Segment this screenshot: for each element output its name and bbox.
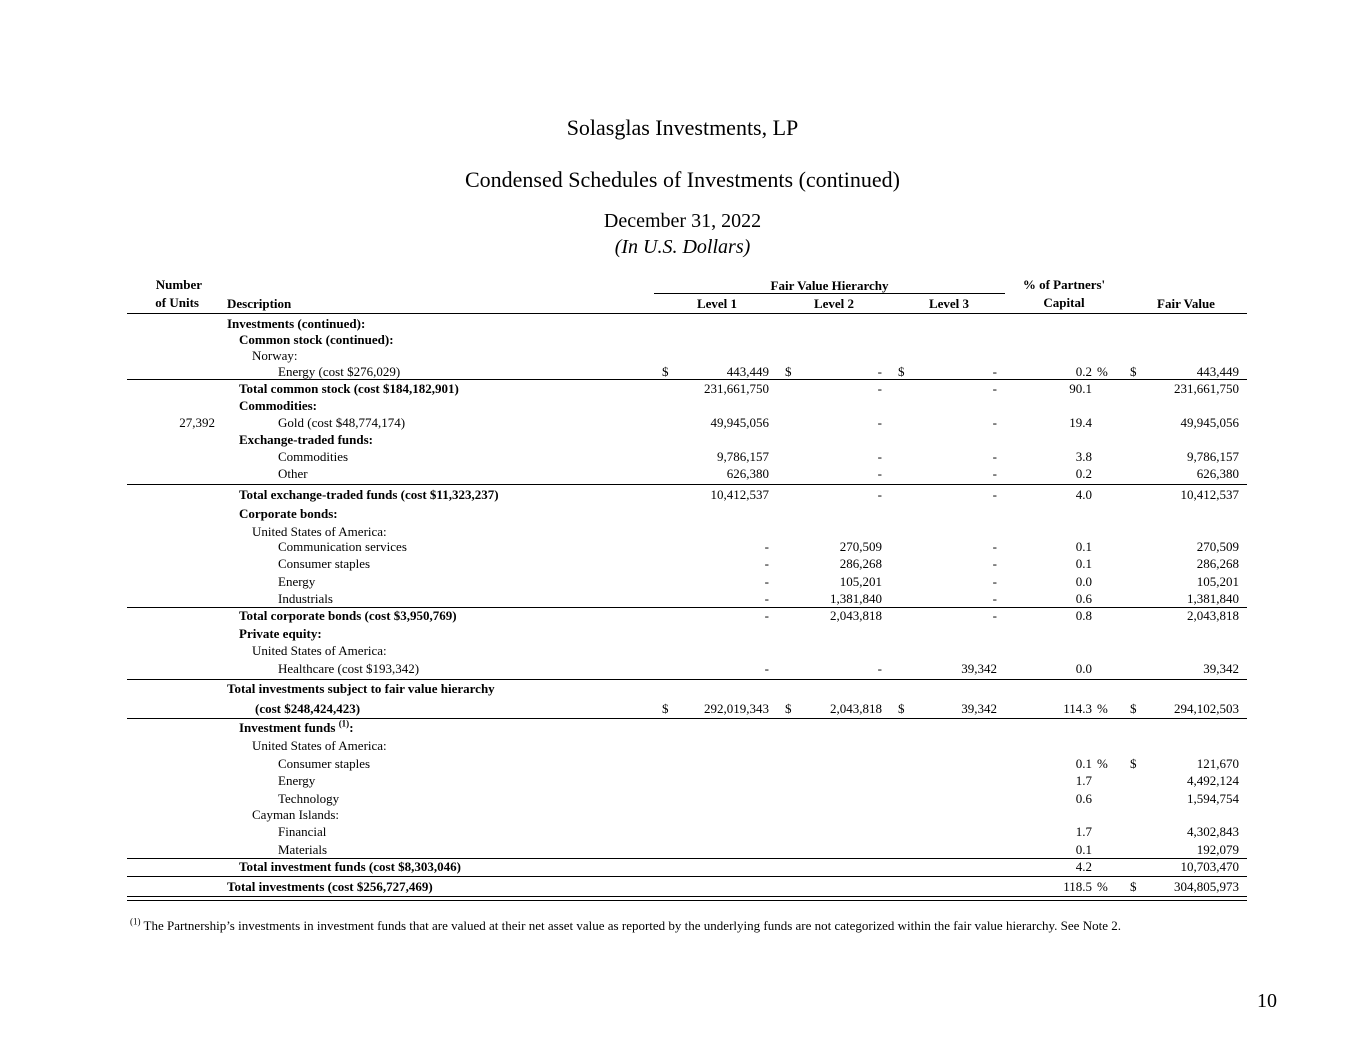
col-capital: Capital xyxy=(1043,295,1085,310)
row-description: Norway: xyxy=(252,348,298,363)
table-row xyxy=(0,842,1365,859)
table-row xyxy=(0,859,1365,876)
level2-value: 2,043,818 xyxy=(830,701,882,716)
fair-value: 121,670 xyxy=(1196,756,1239,771)
row-description: Common stock (continued): xyxy=(239,332,394,347)
level2-value: - xyxy=(877,466,882,481)
fair-value: 10,703,470 xyxy=(1180,859,1239,874)
table-row xyxy=(0,720,1365,737)
table-row xyxy=(0,773,1365,790)
dollar-sign: $ xyxy=(1130,701,1137,716)
row-description: Communication services xyxy=(278,539,407,554)
table-row xyxy=(0,506,1365,523)
row-description: Energy (cost $276,029) xyxy=(278,364,401,379)
fair-value: 105,201 xyxy=(1196,574,1239,589)
col-level1: Level 1 xyxy=(696,296,738,311)
level2-value: - xyxy=(877,364,882,379)
level2-value: 2,043,818 xyxy=(830,608,882,623)
pct-capital-value: 0.1 xyxy=(1075,842,1092,857)
page-number: 10 xyxy=(1257,990,1277,1012)
header-rule xyxy=(127,313,1247,314)
hierarchy-underline xyxy=(654,293,1005,294)
table-row xyxy=(0,398,1365,415)
table-row xyxy=(0,681,1365,698)
statement-date: December 31, 2022 xyxy=(603,210,762,232)
row-description: United States of America: xyxy=(252,643,387,658)
row-description: United States of America: xyxy=(252,524,387,539)
table-row xyxy=(0,608,1365,625)
pct-capital-value: 0.6 xyxy=(1075,791,1092,806)
subtotal-rule xyxy=(127,379,1247,380)
level3-value: - xyxy=(992,556,997,571)
subtotal-rule xyxy=(127,718,1247,719)
table-row xyxy=(0,466,1365,483)
table-row xyxy=(0,539,1365,556)
table-row xyxy=(0,661,1365,678)
level2-value: 1,381,840 xyxy=(830,591,882,606)
fair-value: 231,661,750 xyxy=(1174,381,1239,396)
level1-value: - xyxy=(764,574,769,589)
level3-value: - xyxy=(992,608,997,623)
level1-value: - xyxy=(764,591,769,606)
subtotal-rule xyxy=(127,876,1247,877)
level2-value: 105,201 xyxy=(839,574,882,589)
dollar-sign: $ xyxy=(662,364,669,379)
fair-value: 4,492,124 xyxy=(1187,773,1239,788)
pct-capital-value: 114.3 xyxy=(1063,701,1092,716)
table-row xyxy=(0,643,1365,660)
row-description-suffix: : xyxy=(349,720,354,735)
footnote-marker: (1) xyxy=(338,718,350,729)
row-description: Total common stock (cost $184,182,901) xyxy=(239,381,459,396)
table-row xyxy=(0,332,1365,349)
dollar-sign: $ xyxy=(898,701,905,716)
row-description: Energy xyxy=(278,574,316,589)
row-description: Gold (cost $48,774,174) xyxy=(278,415,406,430)
row-description: Commodities xyxy=(278,449,349,464)
row-description: Exchange-traded funds: xyxy=(239,432,373,447)
row-description: Total exchange-traded funds (cost $11,323,237) xyxy=(239,487,499,502)
row-description: Total investments (cost $256,727,469) xyxy=(227,879,433,894)
table-row xyxy=(0,807,1365,824)
fair-value: 286,268 xyxy=(1196,556,1239,571)
level1-value: - xyxy=(764,661,769,676)
fair-value: 294,102,503 xyxy=(1174,701,1239,716)
pct-capital-value: 0.8 xyxy=(1075,608,1092,623)
row-description: Financial xyxy=(278,824,327,839)
level2-value: - xyxy=(877,487,882,502)
pct-capital-value: 4.0 xyxy=(1075,487,1092,502)
level3-value: - xyxy=(992,449,997,464)
fair-value: 39,342 xyxy=(1203,661,1239,676)
table-row xyxy=(0,574,1365,591)
level3-value: 39,342 xyxy=(961,661,997,676)
pct-capital-value: 90.1 xyxy=(1069,381,1092,396)
level1-value: - xyxy=(764,608,769,623)
pct-capital-value: 3.8 xyxy=(1075,449,1092,464)
level3-value: - xyxy=(992,539,997,554)
footnote-marker: (1) xyxy=(130,916,141,927)
row-description: Investments (continued): xyxy=(227,316,366,331)
pct-capital-value: 1.7 xyxy=(1075,773,1092,788)
level2-value: 286,268 xyxy=(839,556,882,571)
subtotal-rule xyxy=(127,484,1247,485)
fair-value: 10,412,537 xyxy=(1180,487,1239,502)
dollar-sign: $ xyxy=(1130,756,1137,771)
dollar-sign: $ xyxy=(1130,879,1137,894)
pct-capital-value: 0.0 xyxy=(1075,661,1092,676)
row-description: Consumer staples xyxy=(278,556,371,571)
row-description: Materials xyxy=(278,842,328,857)
number-of-units: 27,392 xyxy=(179,415,215,430)
footnote-text: The Partnership’s investments in investment funds that are valued at their net asset value as reported by the underlying funds are not categorized within the fair value hierarchy. See Note 2. xyxy=(143,918,1121,933)
table-row xyxy=(0,756,1365,773)
table-row xyxy=(0,626,1365,643)
row-description: Total corporate bonds (cost $3,950,769) xyxy=(239,608,457,623)
table-row xyxy=(0,381,1365,398)
pct-capital-value: 118.5 xyxy=(1063,879,1092,894)
table-row xyxy=(0,556,1365,573)
level1-value: 231,661,750 xyxy=(704,381,769,396)
level1-value: 10,412,537 xyxy=(710,487,769,502)
level3-value: - xyxy=(992,364,997,379)
level1-value: 9,786,157 xyxy=(717,449,769,464)
statement-title: Condensed Schedules of Investments (continued) xyxy=(464,167,900,192)
pct-capital-value: 0.6 xyxy=(1075,591,1092,606)
row-description: Consumer staples xyxy=(278,756,371,771)
row-description: Corporate bonds: xyxy=(239,506,338,521)
row-description: Total investments subject to fair value hierarchy xyxy=(227,681,495,696)
row-description: Technology xyxy=(278,791,340,806)
pct-capital-value: 0.1 xyxy=(1075,539,1092,554)
level2-value: - xyxy=(877,449,882,464)
level1-value: 443,449 xyxy=(726,364,769,379)
row-description: United States of America: xyxy=(252,738,387,753)
col-description: Description xyxy=(227,296,292,311)
percent-sign: % xyxy=(1097,701,1108,716)
level1-value: 49,945,056 xyxy=(710,415,769,430)
level3-value: - xyxy=(992,487,997,502)
percent-sign: % xyxy=(1097,879,1108,894)
pct-capital-value: 0.1 xyxy=(1075,556,1092,571)
row-description: Healthcare (cost $193,342) xyxy=(278,661,420,676)
row-description: Other xyxy=(278,466,308,481)
level3-value: - xyxy=(992,591,997,606)
table-row xyxy=(0,879,1365,896)
table-row xyxy=(0,591,1365,608)
col-of-units: of Units xyxy=(155,295,199,310)
level2-value: - xyxy=(877,415,882,430)
col-level3: Level 3 xyxy=(928,296,970,311)
fair-value: 2,043,818 xyxy=(1187,608,1239,623)
row-description: Cayman Islands: xyxy=(252,807,340,822)
fair-value: 1,594,754 xyxy=(1187,791,1239,806)
subtotal-rule xyxy=(127,679,1247,680)
table-row xyxy=(0,791,1365,808)
level1-value: - xyxy=(764,539,769,554)
row-description: Private equity: xyxy=(239,626,322,641)
percent-sign: % xyxy=(1097,364,1108,379)
fair-value: 4,302,843 xyxy=(1187,824,1239,839)
pct-capital-value: 4.2 xyxy=(1075,859,1092,874)
dollar-sign: $ xyxy=(898,364,905,379)
level3-value: - xyxy=(992,381,997,396)
col-fair-value: Fair Value xyxy=(1157,296,1215,311)
pct-capital-value: 1.7 xyxy=(1075,824,1092,839)
fair-value: 9,786,157 xyxy=(1187,449,1239,464)
company-name: Solasglas Investments, LP xyxy=(566,115,799,140)
table-row xyxy=(0,449,1365,466)
row-description-text: Investment funds xyxy=(239,720,336,735)
table-row xyxy=(0,415,1365,432)
col-fair-value-hierarchy: Fair Value Hierarchy xyxy=(770,278,889,293)
row-description: Industrials xyxy=(278,591,333,606)
level1-value: 626,380 xyxy=(726,466,769,481)
table-row xyxy=(0,316,1365,333)
dollar-sign: $ xyxy=(662,701,669,716)
pct-capital-value: 0.2 xyxy=(1075,364,1092,379)
fair-value: 626,380 xyxy=(1196,466,1239,481)
percent-sign: % xyxy=(1097,756,1108,771)
col-number: Number xyxy=(155,277,202,292)
dollar-sign: $ xyxy=(1130,364,1137,379)
pct-capital-value: 0.1 xyxy=(1075,756,1092,771)
level3-value: - xyxy=(992,574,997,589)
col-level2: Level 2 xyxy=(813,296,855,311)
table-row xyxy=(0,824,1365,841)
fair-value: 304,805,973 xyxy=(1174,879,1239,894)
table-row xyxy=(0,701,1365,718)
row-description: (cost $248,424,423) xyxy=(255,701,361,716)
table-row xyxy=(0,432,1365,449)
level3-value: - xyxy=(992,415,997,430)
row-description: Energy xyxy=(278,773,316,788)
fair-value: 443,449 xyxy=(1196,364,1239,379)
table-row xyxy=(0,738,1365,755)
dollar-sign: $ xyxy=(785,701,792,716)
dollar-sign: $ xyxy=(785,364,792,379)
fair-value: 1,381,840 xyxy=(1187,591,1239,606)
level3-value: 39,342 xyxy=(961,701,997,716)
level2-value: - xyxy=(877,381,882,396)
fair-value: 192,079 xyxy=(1196,842,1239,857)
fair-value: 270,509 xyxy=(1196,539,1239,554)
col-pct-partners: % of Partners' xyxy=(1022,277,1106,292)
level2-value: - xyxy=(877,661,882,676)
pct-capital-value: 0.2 xyxy=(1075,466,1092,481)
currency-note: (In U.S. Dollars) xyxy=(614,236,751,258)
grand-total-double-rule xyxy=(127,896,1247,901)
table-row xyxy=(0,487,1365,504)
level1-value: - xyxy=(764,556,769,571)
level2-value: 270,509 xyxy=(839,539,882,554)
level3-value: - xyxy=(992,466,997,481)
pct-capital-value: 19.4 xyxy=(1069,415,1092,430)
level1-value: 292,019,343 xyxy=(704,701,769,716)
table-row xyxy=(0,348,1365,365)
row-description xyxy=(239,720,354,736)
row-description: Total investment funds (cost $8,303,046) xyxy=(239,859,461,874)
fair-value: 49,945,056 xyxy=(1180,415,1239,430)
row-description: Commodities: xyxy=(239,398,317,413)
footnote xyxy=(130,918,1121,934)
pct-capital-value: 0.0 xyxy=(1075,574,1092,589)
